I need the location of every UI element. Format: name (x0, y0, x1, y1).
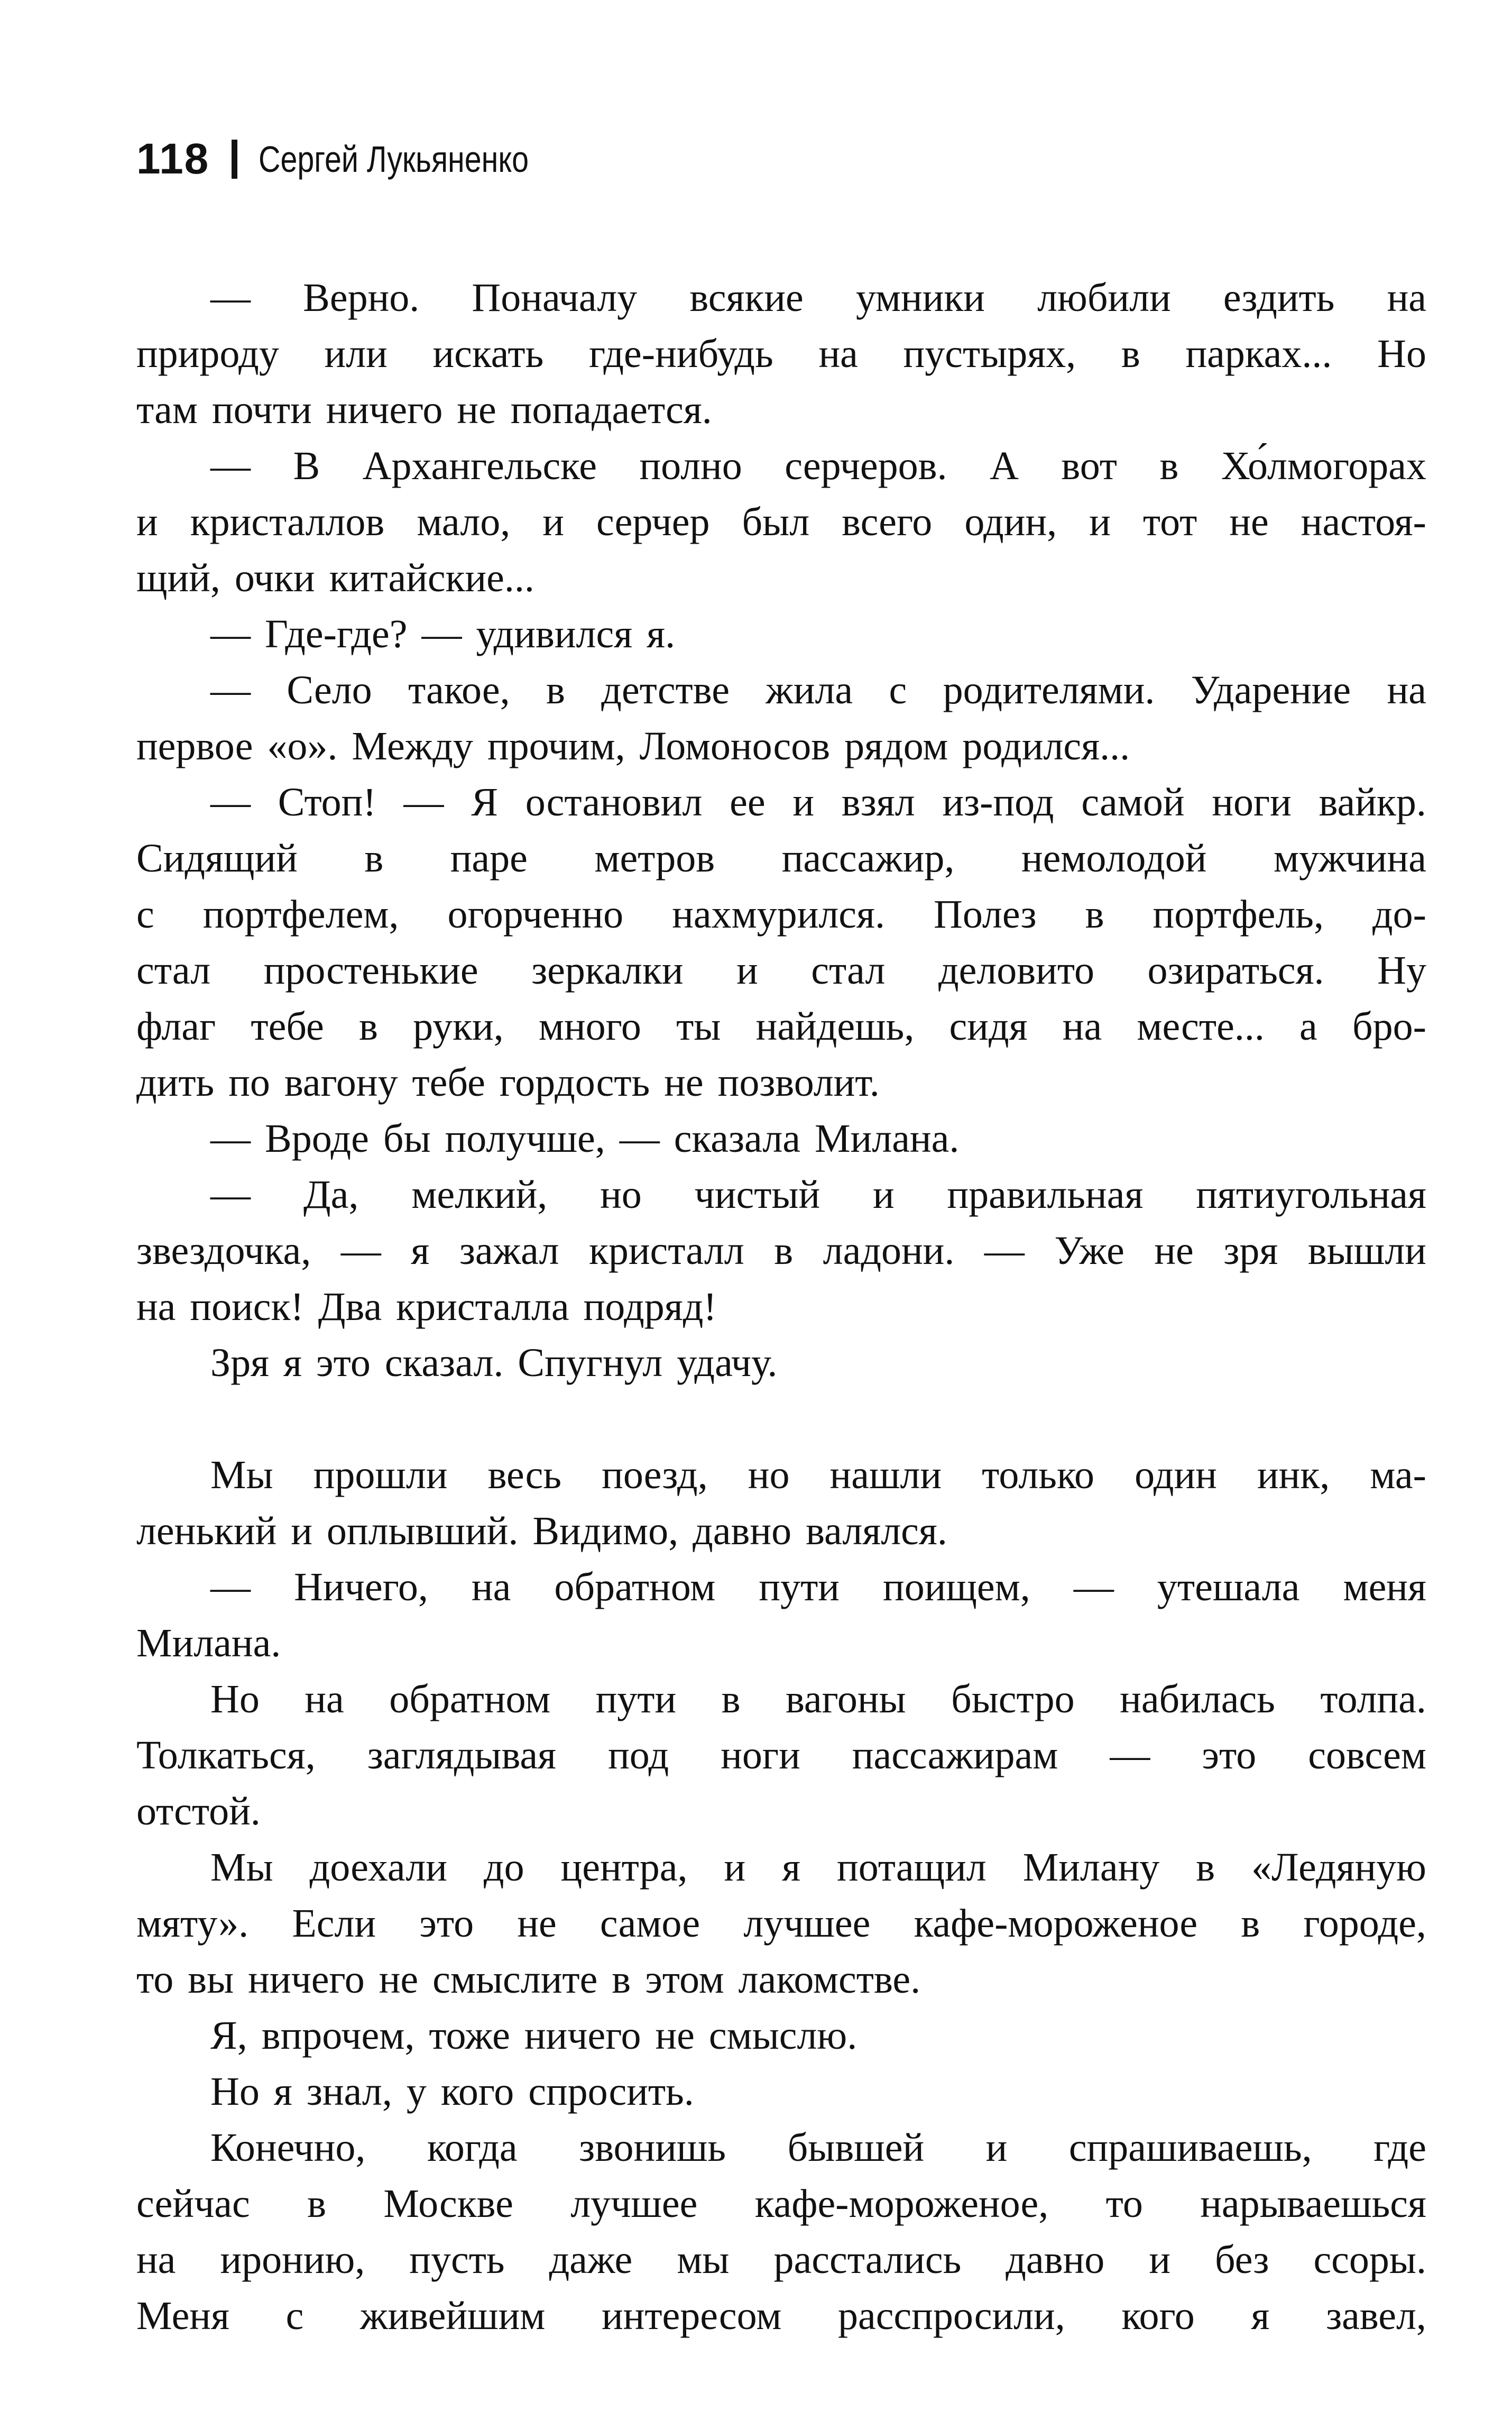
text-line: первое «о». Между прочим, Ломоносов рядом родился... (136, 724, 1130, 768)
paragraph (136, 1335, 1426, 1391)
text-line: — В Архангельске полно серчеров. А вот в Хо́лмогорах (210, 444, 1426, 488)
running-head (136, 130, 588, 188)
text-line: Но на обратном пути в вагоны быстро набилась толпа. (210, 1677, 1426, 1721)
paragraph (136, 1559, 1426, 1671)
text-line: на поиск! Два кристалла подряд! (136, 1285, 717, 1329)
page-number: 118 (136, 135, 210, 183)
paragraph (136, 1111, 1426, 1167)
text-line: — Село такое, в детстве жила с родителями. Ударение на (210, 668, 1426, 712)
text-line: Я, впрочем, тоже ничего не смыслю. (210, 2013, 858, 2058)
text-line: Сидящий в паре метров пассажир, немолодой мужчина (136, 836, 1426, 881)
paragraph (136, 2064, 1426, 2120)
paragraph (136, 774, 1426, 1111)
paragraph (136, 438, 1426, 606)
text-line: сейчас в Москве лучшее кафе-мороженое, то нарываешься (136, 2181, 1426, 2226)
text-line: Милана. (136, 1621, 281, 1665)
text-line: Конечно, когда звонишь бывшей и спрашиваешь, где (210, 2125, 1426, 2170)
section-break (136, 1391, 1426, 1447)
text-line: — Верно. Поначалу всякие умники любили ездить на (210, 276, 1426, 320)
paragraph (136, 1447, 1426, 1559)
text-line: отстой. (136, 1789, 261, 1834)
text-line: — Вроде бы получше, — сказала Милана. (210, 1116, 960, 1161)
author-name: Сергей Лукьяненко (259, 139, 529, 180)
text-line: мяту». Если это не самое лучшее кафе-мороженое в городе, (136, 1901, 1426, 1946)
paragraph (136, 1167, 1426, 1335)
text-line: на иронию, пусть даже мы расстались давно и без ссоры. (136, 2238, 1426, 2282)
paragraph (136, 1671, 1426, 1839)
text-body (136, 270, 1426, 2344)
text-line: звездочка, — я зажал кристалл в ладони. — Уже не зря вышли (136, 1229, 1426, 1273)
text-line: щий, очки китайские... (136, 556, 534, 600)
text-line: Зря я это сказал. Спугнул удачу. (210, 1341, 778, 1385)
paragraph (136, 662, 1426, 774)
text-line: — Стоп! — Я остановил ее и взял из-под самой ноги вайкр. (210, 780, 1426, 824)
text-line: дить по вагону тебе гордость не позволит. (136, 1060, 880, 1105)
text-line: там почти ничего не попадается. (136, 388, 712, 432)
text-line: Мы прошли весь поезд, но нашли только один инк, ма- (210, 1453, 1426, 1497)
text-line: Меня с живейшим интересом расспросили, кого я завел, (136, 2294, 1426, 2338)
text-line: ленький и оплывший. Видимо, давно валялся. (136, 1509, 947, 1553)
header-separator (232, 140, 237, 179)
text-line: то вы ничего не смыслите в этом лакомстве. (136, 1957, 921, 2002)
text-line: Но я знал, у кого спросить. (210, 2069, 694, 2114)
text-line: Мы доехали до центра, и я потащил Милану в «Ледяную (210, 1845, 1426, 1890)
text-line: — Да, мелкий, но чистый и правильная пятиугольная (210, 1172, 1426, 1217)
paragraph (136, 270, 1426, 438)
paragraph (136, 2120, 1426, 2344)
paragraph (136, 606, 1426, 662)
text-line: с портфелем, огорченно нахмурился. Полез в портфель, до- (136, 892, 1426, 937)
text-line: стал простенькие зеркалки и стал деловито озираться. Ну (136, 948, 1426, 993)
text-line: флаг тебе в руки, много ты найдешь, сидя на месте... а бро- (136, 1004, 1426, 1049)
text-line: — Где-где? — удивился я. (210, 612, 676, 656)
text-line: природу или искать где-нибудь на пустырях, в парках... Но (136, 332, 1426, 376)
text-line: — Ничего, на обратном пути поищем, — утешала меня (210, 1565, 1426, 1609)
text-line: Толкаться, заглядывая под ноги пассажирам — это совсем (136, 1733, 1426, 1777)
paragraph (136, 1839, 1426, 2008)
paragraph (136, 2008, 1426, 2064)
text-line: и кристаллов мало, и серчер был всего один, и тот не настоя- (136, 500, 1426, 544)
